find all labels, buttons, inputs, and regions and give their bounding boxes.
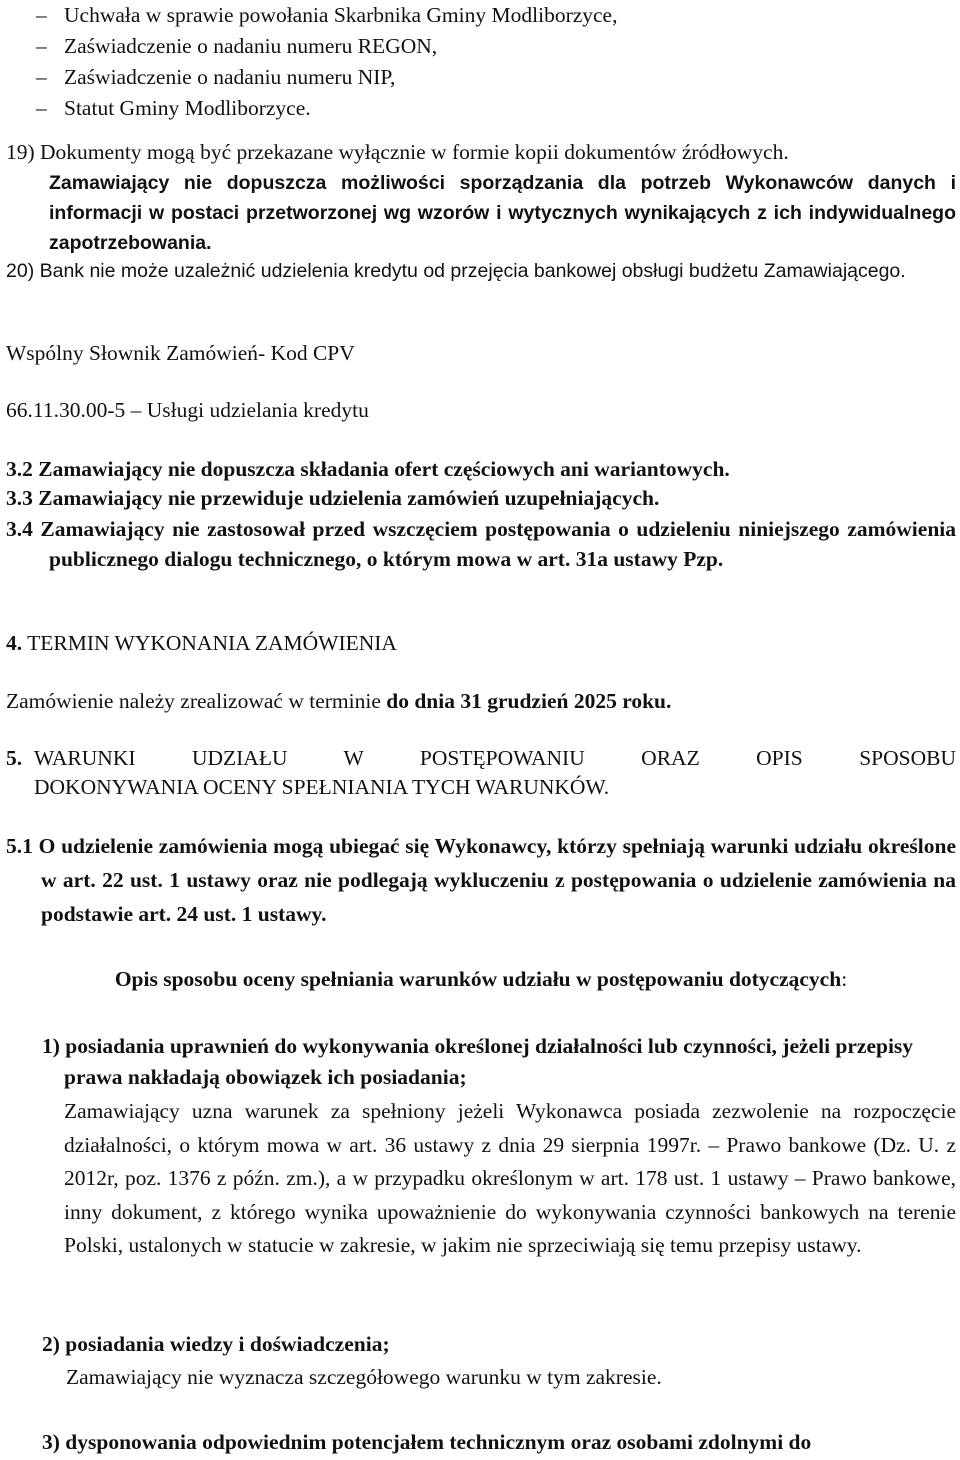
list-item-text: Statut Gminy Modliborzyce.	[64, 95, 311, 120]
section-4-number: 4.	[6, 631, 23, 655]
section-5-title-line-2: DOKONYWANIA OCENY SPEŁNIANIA TYCH WARUNKÓW.	[34, 774, 610, 799]
cpv-code-text: 66.11.30.00-5 – Usługi udzielania kredytu	[6, 398, 369, 422]
condition-2-body: Zamawiający nie wyznacza szczegółowego warunku w tym zakresie.	[66, 1364, 662, 1389]
condition-2	[42, 1331, 956, 1392]
condition-3	[42, 1429, 956, 1457]
list-item	[6, 2, 956, 30]
section-4-title: TERMIN WYKONANIA ZAMÓWIENIA	[27, 631, 397, 655]
dash-marker: –	[36, 95, 47, 120]
list-item-text: Uchwała w sprawie powołania Skarbnika Gminy Modliborzyce,	[64, 3, 618, 27]
section-5-1	[6, 829, 956, 931]
condition-1-title: 1) posiadania uprawnień do wykonywania określonej działalności lub czynności, jeżeli przepisy prawa nakładają obowiązek ich posiadania;	[42, 1034, 914, 1089]
opis-heading-colon: :	[841, 967, 848, 991]
section-5-1-text: 5.1 O udzielenie zamówienia mogą ubiegać się Wykonawcy, którzy spełniają warunki udziału określone w art. 22 ust. 1 ustawy oraz nie podlegają wykluczeniu z postępowania o udzielenie zamówienia na podstawie art. 24 ust. 1 ustawy.	[6, 834, 956, 926]
section-3-2	[6, 456, 956, 484]
cpv-code	[6, 397, 956, 425]
item-19	[6, 139, 956, 258]
section-4-heading	[6, 630, 956, 658]
section-3-4-text: 3.4 Zamawiający nie zastosował przed wszczęciem postępowania o udzieleniu niniejszego zamówienia publicznego dialogu technicznego, o którym mowa w art. 31a ustawy Pzp.	[6, 517, 956, 571]
section-5-number: 5.	[6, 746, 23, 770]
section-4-text	[6, 688, 956, 716]
list-item-text: Zaświadczenie o nadaniu numeru REGON,	[64, 33, 438, 58]
section-3-3-text: 3.3 Zamawiający nie przewiduje udzielenia zamówień uzupełniających.	[6, 486, 660, 510]
condition-1-body: Zamawiający uzna warunek za spełniony jeżeli Wykonawca posiada zezwolenie na rozpoczęcie działalności, o którym mowa w art. 36 ustawy z dnia 29 sierpnia 1997r. – Prawo bankowe (Dz. U. z 2012r, poz. 1376 z późn. zm.), a w przypadku określonym w art. 178 ust. 1 ustawy – Prawo bankowe, inny dokument, z którego wynika upoważnienie do wykonywania czynności bankowych na terenie Polski, ustalonych w statucie w zakresie, w jakim nie sprzeciwiają się temu przepisy ustawy.	[64, 1099, 956, 1258]
section-5-heading	[6, 745, 956, 802]
item-19-lead: 19) Dokumenty mogą być przekazane wyłącznie w formie kopii dokumentów źródłowych.	[6, 140, 789, 164]
section-4-deadline: do dnia 31 grudzień 2025 roku.	[386, 689, 672, 713]
dash-marker: –	[36, 3, 47, 27]
opis-heading-text: Opis sposobu oceny spełniania warunków udziału w postępowaniu dotyczących	[114, 967, 842, 991]
list-item-text: Zaświadczenie o nadaniu numeru NIP,	[64, 64, 396, 89]
item-20-text: 20) Bank nie może uzależnić udzielenia kredytu od przejęcia bankowej obsługi budżetu Zamawiającego.	[6, 260, 906, 282]
condition-3-title: 3) dysponowania odpowiednim potencjałem technicznym oraz osobami zdolnymi do	[42, 1430, 812, 1454]
list-item	[6, 33, 956, 61]
cpv-heading	[6, 340, 956, 368]
item-19-bold-note: Zamawiający nie dopuszcza możliwości sporządzania dla potrzeb Wykonawców danych i informacji w postaci przetworzonej wg wzorów i wytycznych wynikających z ich indywidualnego zapotrzebowania.	[49, 171, 956, 254]
section-3-4	[6, 514, 956, 574]
section-3-2-text: 3.2 Zamawiający nie dopuszcza składania ofert częściowych ani wariantowych.	[6, 457, 730, 481]
opis-heading	[6, 966, 956, 994]
condition-1	[42, 1031, 956, 1263]
section-3-3	[6, 485, 956, 513]
section-4-text-plain: Zamówienie należy zrealizować w terminie	[6, 689, 387, 713]
cpv-heading-text: Wspólny Słownik Zamówień- Kod CPV	[6, 341, 355, 365]
intro-list	[6, 2, 956, 123]
dash-marker: –	[36, 33, 47, 58]
list-item	[6, 64, 956, 92]
item-20	[6, 256, 956, 287]
condition-2-title: 2) posiadania wiedzy i doświadczenia;	[42, 1332, 390, 1356]
dash-marker: –	[36, 64, 47, 89]
section-5-title-line-1: WARUNKI UDZIAŁU W POSTĘPOWANIU ORAZ OPIS SPOSOBU	[34, 746, 956, 770]
list-item	[6, 95, 956, 123]
